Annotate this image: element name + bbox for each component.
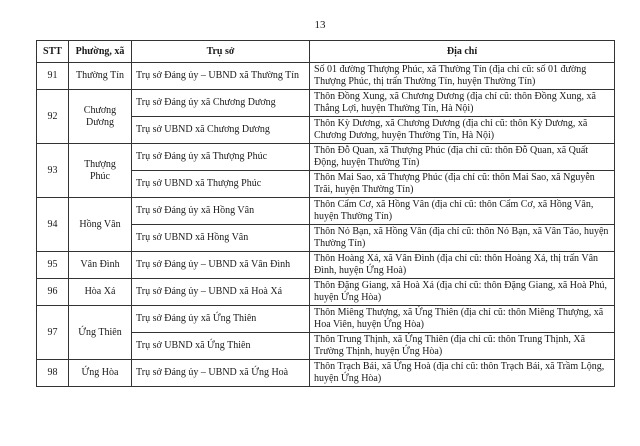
address-cell: Thôn Mai Sao, xã Thượng Phúc (địa chỉ cũ: thôn Mai Sao, xã Nguyễn Trãi, huyện Thường Tín)	[310, 171, 615, 198]
office-cell: Trụ sở Đảng ủy xã Hồng Vân	[132, 198, 310, 225]
address-cell: Thôn Nỏ Bạn, xã Hồng Vân (địa chỉ cũ: thôn Nỏ Bạn, xã Vân Tảo, huyện Thường Tín)	[310, 225, 615, 252]
ward-cell: Vân Đình	[69, 252, 132, 279]
stt-cell: 92	[37, 90, 69, 144]
stt-cell: 97	[37, 306, 69, 360]
stt-cell: 94	[37, 198, 69, 252]
table-header-row	[37, 41, 615, 63]
office-cell: Trụ sở Đảng ủy xã Chương Dương	[132, 90, 310, 117]
table-row	[37, 63, 615, 90]
address-cell: Thôn Đỗ Quan, xã Thượng Phúc (địa chỉ cũ: thôn Đỗ Quan, xã Quất Động, huyện Thường Tín)	[310, 144, 615, 171]
office-cell: Trụ sở Đảng ủy xã Thượng Phúc	[132, 144, 310, 171]
office-cell: Trụ sở Đảng ủy xã Ứng Thiên	[132, 306, 310, 333]
header-address: Địa chỉ	[310, 41, 615, 63]
office-cell: Trụ sở UBND xã Chương Dương	[132, 117, 310, 144]
table-row	[37, 198, 615, 225]
address-cell: Thôn Hoàng Xá, xã Vân Đình (địa chỉ cũ: thôn Hoàng Xá, thị trấn Vân Đình, huyện Ứng Hoà)	[310, 252, 615, 279]
address-cell: Thôn Đặng Giang, xã Hoà Xá (địa chỉ cũ: thôn Đặng Giang, xã Hoà Phú, huyện Ứng Hòa)	[310, 279, 615, 306]
address-cell: Thôn Kỳ Dương, xã Chương Dương (địa chỉ cũ: thôn Kỳ Dương, xã Chương Dương, huyện Thường Tín, Hà Nội)	[310, 117, 615, 144]
office-cell: Trụ sở UBND xã Thượng Phúc	[132, 171, 310, 198]
ward-cell: Chương Dương	[69, 90, 132, 144]
ward-cell: Thường Tín	[69, 63, 132, 90]
stt-cell: 96	[37, 279, 69, 306]
stt-cell: 98	[37, 360, 69, 387]
office-cell: Trụ sở UBND xã Ứng Thiên	[132, 333, 310, 360]
ward-cell: Ứng Hòa	[69, 360, 132, 387]
address-cell: Số 01 đường Thượng Phúc, xã Thường Tín (địa chỉ cũ: số 01 đường Thượng Phúc, thị trấn Thường Tín, huyện Thường Tín)	[310, 63, 615, 90]
ward-cell: Hòa Xá	[69, 279, 132, 306]
table-row	[37, 279, 615, 306]
ward-cell: Hồng Vân	[69, 198, 132, 252]
address-cell: Thôn Đồng Xung, xã Chương Dương (địa chỉ cũ: thôn Đồng Xung, xã Thắng Lợi, huyện Thường Tín, Hà Nội)	[310, 90, 615, 117]
header-ward: Phường, xã	[69, 41, 132, 63]
table-row	[37, 90, 615, 117]
address-cell: Thôn Trạch Bái, xã Ứng Hoà (địa chỉ cũ: thôn Trạch Bái, xã Trầm Lộng, huyện Ứng Hòa)	[310, 360, 615, 387]
table-row	[37, 306, 615, 333]
commune-office-table	[36, 40, 615, 387]
page-number: 13	[314, 19, 326, 31]
address-cell: Thôn Cẩm Cơ, xã Hồng Vân (địa chỉ cũ: thôn Cẩm Cơ, xã Hồng Vân, huyện Thường Tín)	[310, 198, 615, 225]
address-cell: Thôn Trung Thịnh, xã Ứng Thiên (địa chỉ cũ: thôn Trung Thịnh, Xã Trường Thịnh, huyện Ứng Hòa)	[310, 333, 615, 360]
header-office: Trụ sở	[132, 41, 310, 63]
office-cell: Trụ sở UBND xã Hồng Vân	[132, 225, 310, 252]
table-row	[37, 144, 615, 171]
office-cell: Trụ sở Đảng ủy – UBND xã Ứng Hoà	[132, 360, 310, 387]
header-stt: STT	[37, 41, 69, 63]
stt-cell: 93	[37, 144, 69, 198]
address-cell: Thôn Miêng Thượng, xã Ứng Thiên (địa chỉ cũ: thôn Miêng Thượng, xã Hoa Viên, huyện Ứng Hòa)	[310, 306, 615, 333]
table-row	[37, 252, 615, 279]
ward-cell: Ứng Thiên	[69, 306, 132, 360]
office-cell: Trụ sở Đảng ủy – UBND xã Vân Đình	[132, 252, 310, 279]
stt-cell: 95	[37, 252, 69, 279]
stt-cell: 91	[37, 63, 69, 90]
ward-cell: Thượng Phúc	[69, 144, 132, 198]
office-cell: Trụ sở Đảng ủy – UBND xã Hoà Xá	[132, 279, 310, 306]
table-row	[37, 360, 615, 387]
office-cell: Trụ sở Đảng ủy – UBND xã Thường Tín	[132, 63, 310, 90]
